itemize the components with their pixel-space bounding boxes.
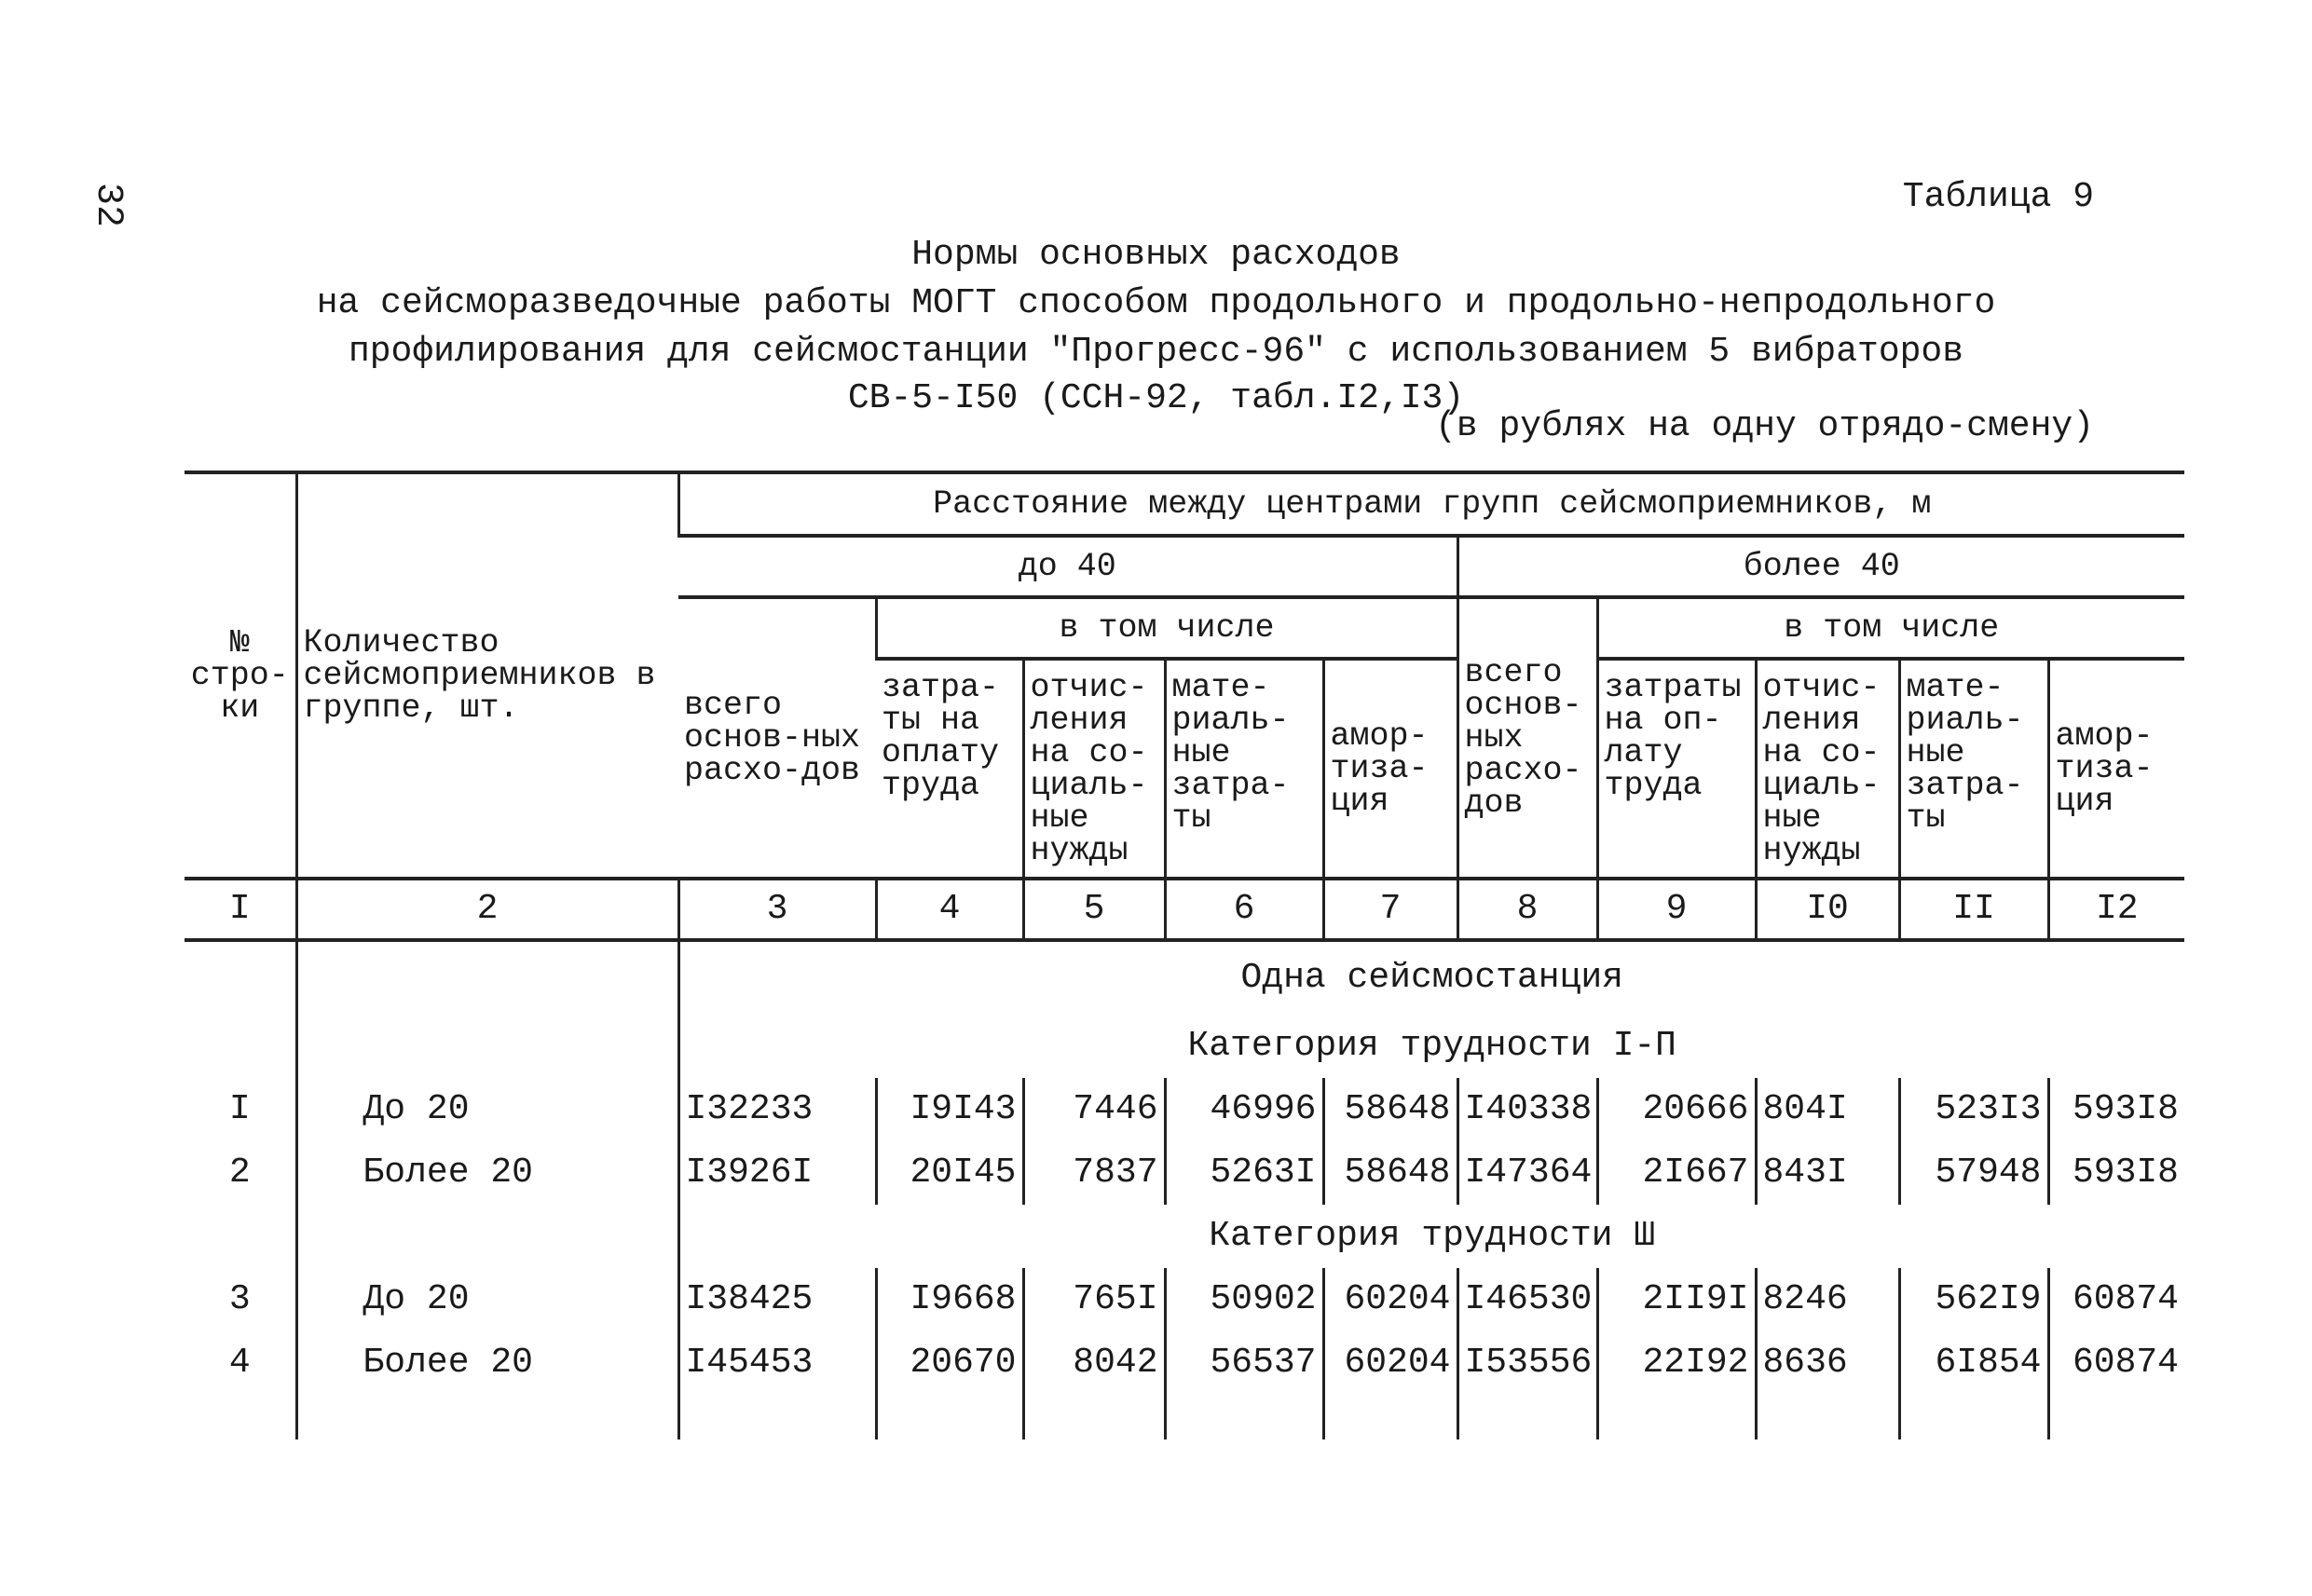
header-including-b: в том числе	[1597, 597, 2184, 659]
header-quantity: Количество сейсмоприемников в группе, шт.	[296, 472, 678, 879]
column-number: 7	[1323, 879, 1457, 940]
header-row-number: № стро-ки	[185, 472, 296, 879]
table-row: 3 До 20 І38425 І9668 765І 50902 60204 І46530 2ІІ9І 8246 562І9 60874	[185, 1268, 2184, 1331]
header-social-a: отчис-ления на со-циаль-ные нужды	[1023, 659, 1165, 879]
column-number: 6	[1165, 879, 1323, 940]
column-number: І2	[2048, 879, 2184, 940]
table-row: 4 Более 20 І45453 20670 8042 56537 60204 І53556 22І92 8636 6І854 60874	[185, 1331, 2184, 1395]
header-labor-b: затраты на оп-лату труда	[1597, 659, 1756, 879]
units-subtitle: (в рублях на одну отрядо-смену)	[1435, 406, 2094, 446]
column-number: 5	[1023, 879, 1165, 940]
header-over-40: более 40	[1457, 536, 2184, 597]
header-social-b: отчис-ления на со-циаль-ные нужды	[1756, 659, 1899, 879]
column-number: 2	[296, 879, 678, 940]
header-upto-40: до 40	[678, 536, 1457, 597]
header-distance: Расстояние между центрами групп сейсмоприемников, м	[678, 472, 2184, 536]
header-including-a: в том числе	[876, 597, 1457, 659]
header-depreciation-a: амор-тиза-ция	[1323, 659, 1457, 879]
header-materials-a: мате-риаль-ные затра-ты	[1165, 659, 1323, 879]
table-title-line-1: Нормы основных расходов	[911, 235, 1401, 275]
column-number: 4	[876, 879, 1023, 940]
header-depreciation-b: амор-тиза-ция	[2048, 659, 2184, 879]
category-heading: Категория трудности Ш	[678, 1205, 2184, 1268]
table-label: Таблица 9	[1902, 177, 2094, 217]
header-total-b: всего основ-ных расхо-дов	[1457, 597, 1597, 879]
table-row: 2 Более 20 І3926І 20І45 7837 5263І 58648 І47364 2І667 843І 57948 593І8	[185, 1141, 2184, 1205]
column-number: 8	[1457, 879, 1597, 940]
category-heading: Категория трудности І-П	[678, 1015, 2184, 1078]
header-materials-b: мате-риаль-ные затра-ты	[1899, 659, 2048, 879]
column-number: ІІ	[1899, 879, 2048, 940]
table-row: І До 20 І32233 І9І43 7446 46996 58648 І40338 20666 804І 523І3 593І8	[185, 1078, 2184, 1141]
section-title: Одна сейсмостанция	[678, 940, 2184, 1015]
table-title-line-3: профилирования для сейсмостанции "Прогресс-96" с использованием 5 вибраторов	[348, 332, 1964, 372]
table-title-line-4: СВ-5-І50 (ССН-92, табл.І2,І3)	[847, 378, 1465, 418]
column-number: І	[185, 879, 296, 940]
header-labor-a: затра-ты на оплату труда	[876, 659, 1023, 879]
column-number: І0	[1756, 879, 1899, 940]
column-number: 9	[1597, 879, 1756, 940]
norms-table	[185, 471, 2184, 1439]
table-title-line-2: на сейсморазведочные работы МОГТ способом продольного и продольно-непродольного	[316, 283, 1996, 323]
header-total-a: всего основ-ных расхо-дов	[678, 597, 876, 879]
page-number: 32	[87, 183, 129, 228]
column-number: 3	[678, 879, 876, 940]
